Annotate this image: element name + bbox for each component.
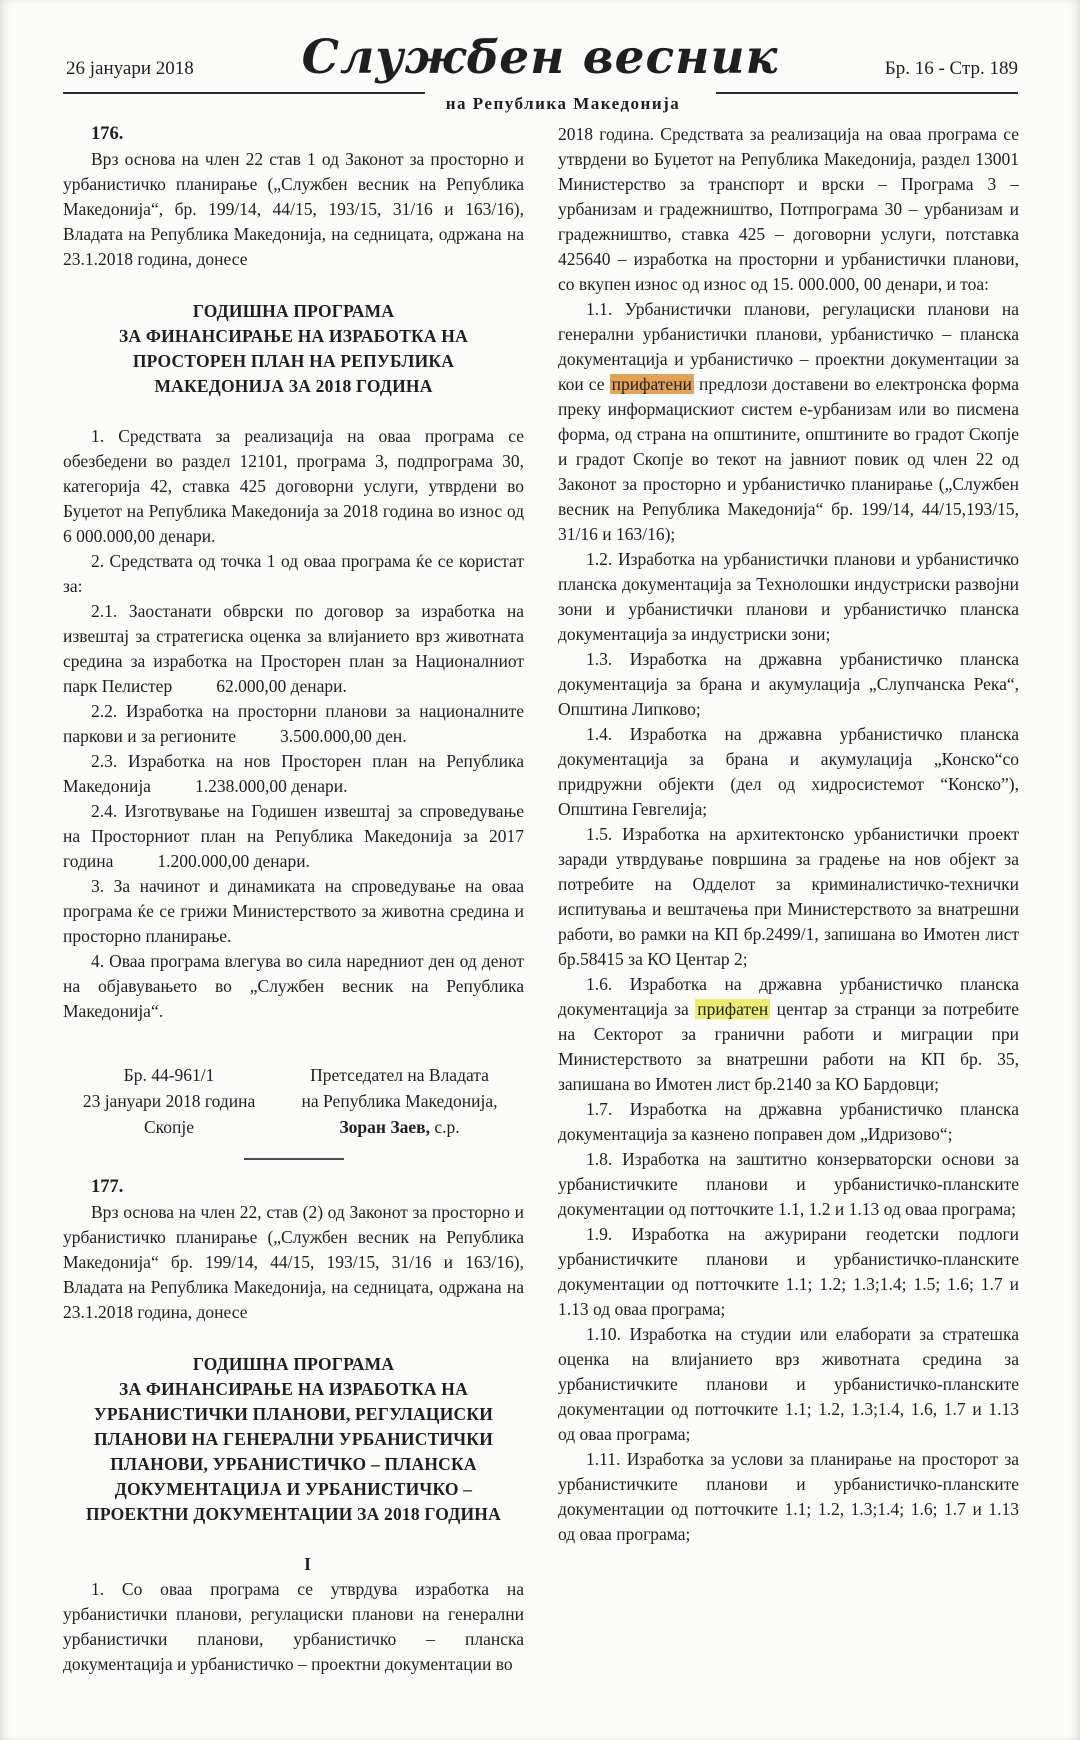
item-1-5: 1.5. Изработка на архитектонско урбанистички проект заради утврдување површина за градење на нов објект за потребите на Одделот за криминалистичко-технички испитувања и вештачења при Министерството за внатрешни работи, во рамки на КП бр.2499/1, запишана во Имотен лист бр.58415 за КО Центар 2;	[558, 824, 1019, 969]
signer-name-line	[275, 1114, 524, 1140]
budget-item-amount: 1.200.000,00 денари.	[157, 851, 310, 871]
signature-block	[63, 1062, 524, 1140]
budget-item-2-3	[63, 749, 524, 799]
budget-item-amount: 62.000,00 денари.	[216, 676, 347, 696]
budget-item-2-1	[63, 599, 524, 699]
act-176-paragraph-4: 4. Оваа програма влегува во сила наредниот ден од денот на објавувањето во „Службен весник на Република Македонија“.	[63, 951, 524, 1021]
act-number-177: 177.	[91, 1177, 124, 1197]
act-176-paragraph-3: 3. За начинот и динамиката на спроведување на оваа програма ќе се грижи Министерството за животна средина и просторно планирање.	[63, 876, 524, 946]
act-177-title	[69, 1352, 518, 1527]
header-issue-page: Бр. 16 - Стр. 189	[884, 58, 1018, 79]
act-177-paragraph-1: 1. Со оваа програма се утврдува изработка на урбанистички планови, регулациски планови на генерални урбанистички планови, урбанистичко – планска документација и урбанистичко – проектни документации во	[63, 1579, 524, 1674]
highlighted-term-prifaten: прифатен	[697, 999, 769, 1019]
budget-item-text: 2.4. Изготвување на Годишен извештај за спроведување на Просторниот план на Република Македонија за 2017 година	[63, 801, 524, 871]
act-number-176: 176.	[91, 124, 124, 144]
budget-item-2-4	[63, 799, 524, 874]
item-1-6-after: центар за странци за потребите на Секторот за гранични работи и миграции при Министерството за внатрешни работи на КП бр. 35, запишана во Имотен лист бр.2140 за КО Бардовци;	[558, 999, 1019, 1094]
masthead-title: Службен весник	[301, 30, 779, 85]
header-rule-left	[63, 92, 425, 94]
act-176-title-line2: ЗА ФИНАНСИРАЊЕ НА ИЗРАБОТКА НА ПРОСТОРЕН ПЛАН НА РЕПУБЛИКА МАКЕДОНИЈА ЗА 2018 ГОДИНА	[119, 326, 468, 396]
act-176-intro: Врз основа на член 22 став 1 од Законот за просторно и урбанистичко планирање („Службен весник на Република Македонија“, бр. 199/14, 44/15, 193/15, 31/16 и 163/16), Владата на Република Македонија, на седницата, одржана на 23.1.2018 година, донесе	[63, 149, 524, 269]
header-date: 26 јануари 2018	[66, 58, 194, 79]
budget-item-text: 2.2. Изработка на просторни планови за националните паркови и за регионите	[63, 701, 524, 746]
item-1-8: 1.8. Изработка на заштитно конзерваторски основи за урбанистичките планови и урбанистичко-планските документации од потточките 1.1, 1.2 и 1.13 од оваа програма;	[558, 1149, 1019, 1219]
act-176-title-line1: ГОДИШНА ПРОГРАМА	[192, 301, 395, 321]
item-1-4: 1.4. Изработка на државна урбанистичко планска документација за брана и акумулација „Конско“со придружни објекти (дел од хидросистемот “Конско”), Општина Гевгелија;	[558, 724, 1019, 819]
roman-numeral-I: I	[304, 1554, 311, 1574]
item-1-1	[558, 297, 1019, 547]
act-177-title-line2: ЗА ФИНАНСИРАЊЕ НА ИЗРАБОТКА НА УРБАНИСТИЧКИ ПЛАНОВИ, РЕГУЛАЦИСКИ ПЛАНОВИ НА ГЕНЕРАЛНИ УРБАНИСТИЧКИ ПЛАНОВИ, УРБАНИСТИЧКО – ПЛАНСКА ДОКУМЕНТАЦИЈА И УРБАНИСТИЧКО – ПРОЕКТНИ ДОКУМЕНТАЦИИ ЗА 2018 ГОДИНА	[86, 1379, 501, 1524]
budget-item-amount: 3.500.000,00 ден.	[280, 726, 407, 746]
budget-item-text: 2.1. Заостанати обврски по договор за изработка на извештај за стратегиска оценка за влијанието врз животната средина за изработка на Просторен план за Националниот парк Пелистер	[63, 601, 524, 696]
reference-number: Бр. 44-961/1	[123, 1065, 215, 1085]
item-1-1-before: 1.1. Урбанистички планови, регулациски планови на генерални урбанистички планови, урбанистичко – планска документација и урбанистичко – проектни документации за кои се	[558, 299, 1019, 394]
item-1-7: 1.7. Изработка на државна урбанистичко планска документација за казнено поправен дом „Идризово“;	[558, 1099, 1019, 1144]
item-1-6	[558, 972, 1019, 1097]
signature-city: Скопје	[144, 1117, 195, 1137]
item-1-2: 1.2. Изработка на урбанистички планови и урбанистичко планска документација за Технолошки индустриски развојни зони и урбанистички планови и урбанистичко планска документација за индустриски зони;	[558, 549, 1019, 644]
budget-item-amount: 1.238.000,00 денари.	[194, 776, 348, 796]
act-176-paragraph-1: 1. Средствата за реализација на оваа програма се обезбедени во раздел 12101, програма 3, подпрограма 30, категорија 42, ставка 425 договорни услуги, утврдени во Буџетот на Република Македонија за 2018 година во износ од 6 000.000,00 денари.	[63, 426, 524, 546]
act-176-paragraph-2: 2. Средствата од точка 1 од оваа програма ќе се користат за:	[63, 551, 524, 596]
item-1-10: 1.10. Изработка на студии или елаборати за стратешка оценка на влијанието врз животната средина за урбанистичките планови и урбанистичко-планските документации од потточките 1.1; 1.2, 1.3;1.4, 1.6, 1.7 и 1.13 од оваа програма;	[558, 1324, 1019, 1444]
item-1-3: 1.3. Изработка на државна урбанистичко планска документација за брана и акумулација „Слупчанска Река“, Општина Липково;	[558, 649, 1019, 719]
masthead-subtitle: на Република Македонија	[445, 94, 681, 113]
signer-title-line2: на Република Македонија,	[301, 1091, 498, 1111]
item-1-11: 1.11. Изработка за услови за планирање на просторот за урбанистичките планови и урбанистичко-планските документации од потточките 1.1; 1.2, 1.3;1.4; 1.6; 1.7 и 1.13 од оваа програма;	[558, 1449, 1019, 1544]
act-177-title-line1: ГОДИШНА ПРОГРАМА	[192, 1354, 395, 1374]
right-column	[558, 122, 1019, 1677]
signer-name-suffix: с.р.	[429, 1117, 460, 1137]
budget-item-text: 2.3. Изработка на нов Просторен план на Република Македонија	[63, 751, 524, 796]
two-column-body	[63, 122, 1019, 1677]
signer-title-line1: Претседател на Владата	[310, 1065, 489, 1085]
signature-date: 23 јануари 2018 година	[82, 1091, 256, 1111]
signature-right	[275, 1062, 524, 1140]
item-1-1-after: предлози доставени во електронска форма преку информацискиот систем е-урбанизам или во писмена форма, од страна на општините, општините во градот Скопје и градот Скопје во текот на јавниот повик од член 22 од Законот за просторно и урбанистичко планирање („Службен весник на Република Македонија“ бр. 199/14, 44/15,193/15, 31/16 и 163/16);	[558, 374, 1019, 544]
act-176-title	[69, 299, 518, 399]
act-177-continuation: 2018 година. Средствата за реализација на оваа програма се утврдени во Буџетот на Република Македонија, раздел 13001 Министерство за транспорт и врски – Програма 3 – урбанизам и градежништво, Потпрограма 30 – урбанизам и градежништво, ставка 425 – договорни услуги, потставка 425640 – изработка на просторни и урбанистички планови, со вкупен износ од износ од 15. 000.000, 00 денари, и тоа:	[558, 124, 1019, 294]
left-column	[63, 122, 524, 1677]
section-separator	[244, 1158, 344, 1160]
act-177-intro: Врз основа на член 22, став (2) од Законот за просторно и урбанистичко планирање („Службен весник на Република Македонија“ бр. 199/14, 44/15, 193/15, 31/16 и 163/16), Владата на Република Македонија, на седницата, одржана на 23.1.2018 година, донесе	[63, 1202, 524, 1322]
item-1-9: 1.9. Изработка на ажурирани геодетски подлоги урбанистичките планови и урбанистичко-планските документации од потточките 1.1; 1.2; 1.3;1.4; 1.5; 1.6; 1.7 и 1.13 од оваа програма;	[558, 1224, 1019, 1319]
signature-left	[63, 1062, 275, 1140]
highlighted-term-prifateni: прифатени	[611, 374, 692, 394]
item-1-6-before: 1.6. Изработка на државна урбанистичко планска документација за	[558, 974, 1019, 1019]
signer-name: Зоран Заев,	[339, 1117, 430, 1137]
budget-item-2-2	[63, 699, 524, 749]
header-rule-right	[716, 92, 1018, 94]
